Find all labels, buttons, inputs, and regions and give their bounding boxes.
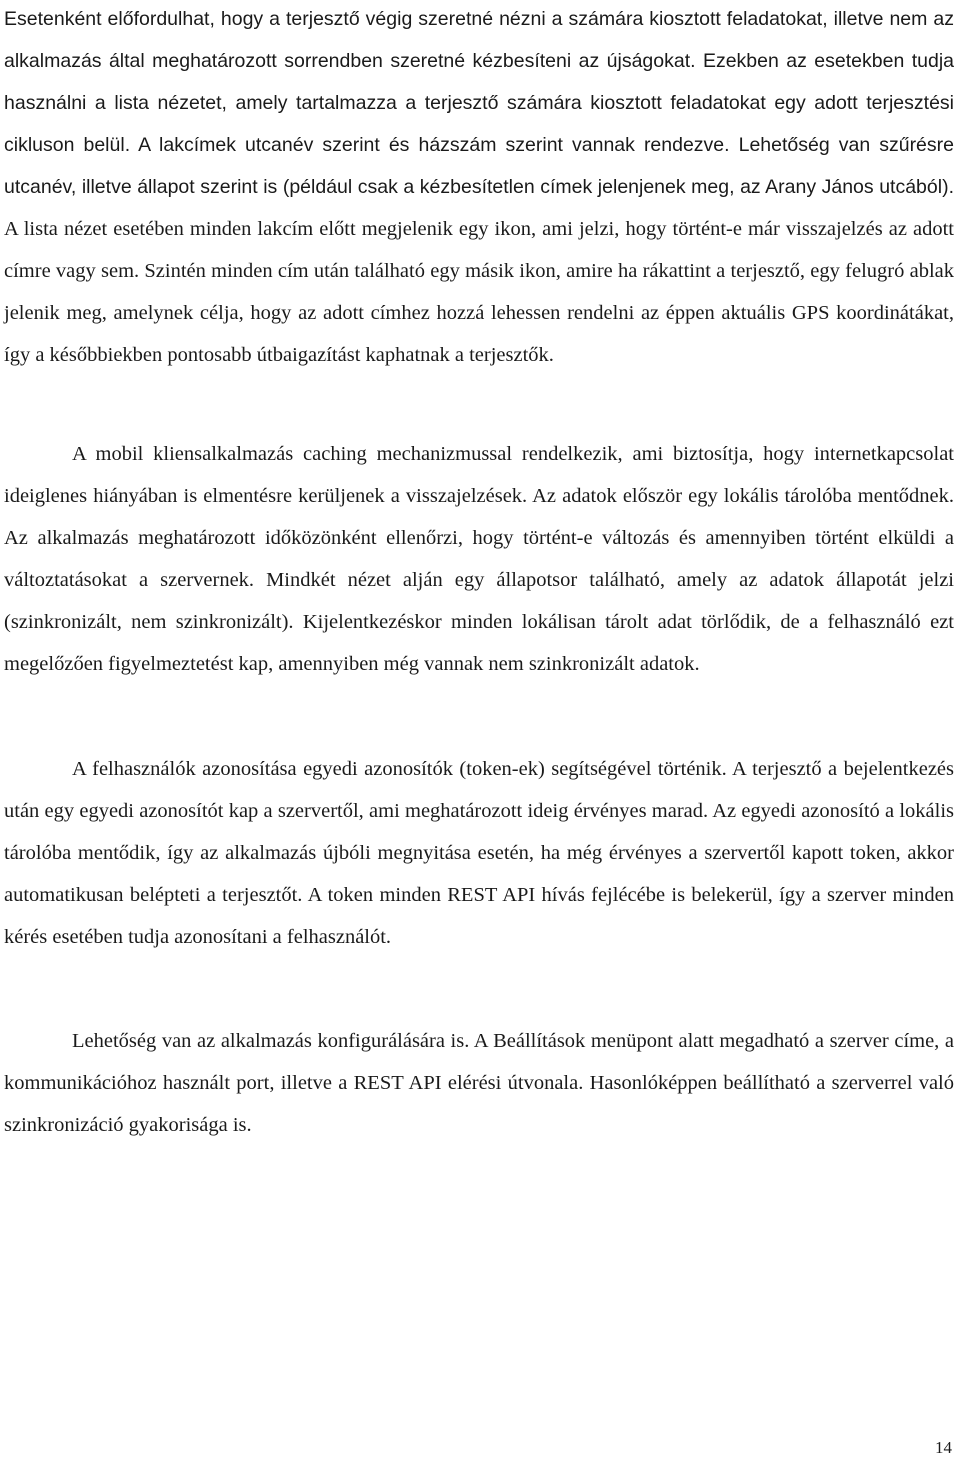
paragraph-authentication: A felhasználók azonosítása egyedi azonosítók (token-ek) segítségével történik. A terjesztő a bejelentkezés után egy egyedi azonosítót kap a szervertől, ami meghatározott ideig érvényes marad. Az egyedi azonosító a lokális tárolóba mentődik, így az alkalmazás újbóli megnyitása esetén, ha még érvényes a szervertől kapott token, akkor automatikusan belépteti a terjesztőt. A token minden REST API hívás fejlécébe is belekerül, így a szerver minden kérés esetében tudja azonosítani a felhasználót. <box>4 758 954 948</box>
paragraph-list-view-part-2: A lista nézet esetében minden lakcím előtt megjelenik egy ikon, ami jelzi, hogy történt-e már visszajelzés az adott címre vagy sem. Szintén minden cím után található egy másik ikon, amire ha rákattint a terjesztő, egy felugró ablak jelenik meg, amelynek célja, hogy az adott címhez hozzá lehessen rendelni az éppen aktuális GPS koordinátákat, így a későbbiekben pontosabb útbaigazítást kaphatnak a terjesztők. <box>4 218 954 366</box>
paragraph-caching: A mobil kliensalkalmazás caching mechanizmussal rendelkezik, ami biztosítja, hogy internetkapcsolat ideiglenes hiányában is elmentésre kerüljenek a visszajelzések. Az adatok először egy lokális tárolóba mentődnek. Az alkalmazás meghatározott időközönként ellenőrzi, hogy történt-e változás és amennyiben történt elküldi a változtatásokat a szervernek. Mindkét nézet alján egy állapotsor található, amely az adatok állapotát jelzi (szinkronizált, nem szinkronizált). Kijelentkezéskor minden lokálisan tárolt adat törlődik, de a felhasználó ezt megelőzően figyelmeztetést kap, amennyiben még vannak nem szinkronizált adatok. <box>4 443 954 675</box>
paragraph-list-view-part-1: Esetenként előfordulhat, hogy a terjesztő végig szeretné nézni a számára kiosztott feladatokat, illetve nem az alkalmazás által meghatározott sorrendben szeretné kézbesíteni az újságokat. Ezekben az esetekben tudja használni a lista nézetet, amely tartalmazza a terjesztő számára kiosztott feladatokat egy adott terjesztési cikluson belül. A lakcímek utcanév szerint és házszám szerint vannak rendezve. Lehetőség van szűrésre utcanév, illetve állapot szerint is (például csak a kézbesítetlen címek jelenjenek meg, az Arany János utcából). <box>4 8 954 198</box>
page-number: 14 <box>935 1438 952 1457</box>
paragraph-list-view <box>4 0 954 376</box>
paragraph-configuration: Lehetőség van az alkalmazás konfigurálására is. A Beállítások menüpont alatt megadható a szerver címe, a kommunikációhoz használt port, illetve a REST API elérési útvonala. Hasonlóképpen beállítható a szerverrel való szinkronizáció gyakorisága is. <box>4 1030 954 1136</box>
